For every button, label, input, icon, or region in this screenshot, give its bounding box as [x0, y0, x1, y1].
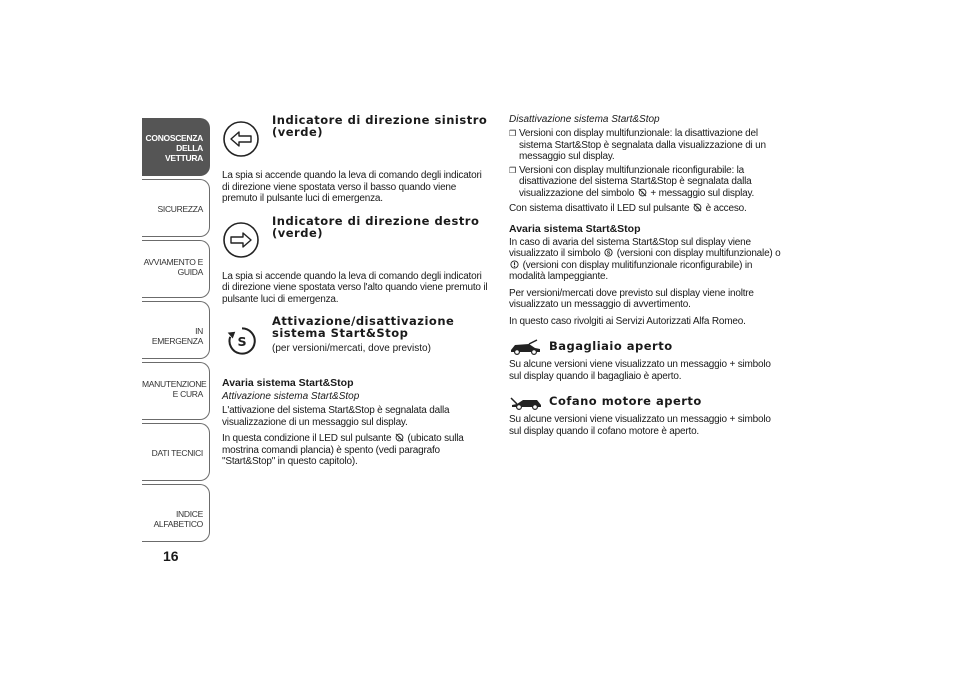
body-text: L'attivazione del sistema Start&Stop è segnalata dalla visualizzazione di un messaggio sul display.	[222, 405, 450, 428]
right-column	[509, 114, 781, 442]
section-hood-open	[509, 394, 781, 410]
left-arrow-icon	[222, 120, 260, 158]
text-fragment: (versioni con display multifunzionale) o	[616, 248, 781, 259]
svg-text:A: A	[397, 435, 401, 441]
tab-indice-alfabetico[interactable]: INDICE ALFABETICO	[142, 484, 210, 542]
list-item: ❒ Versioni con display multifunzionale: la disattivazione del sistema Start&Stop è segnalata dalla visualizzazione di un messaggio sul display.	[509, 128, 781, 163]
start-stop-off-icon	[693, 203, 702, 212]
tab-dati-tecnici[interactable]: DATI TECNICI	[142, 423, 210, 481]
body-text: La spia si accende quando la leva di comando degli indicatori di direzione viene spostata verso l'alto quando viene premuto il pulsante luci di emergenza.	[222, 270, 488, 305]
section-left-indicator	[222, 114, 488, 170]
section-title: Cofano motore aperto	[549, 394, 702, 408]
text-fragment: In caso di avaria del sistema Start&Stop sul display viene visualizzato il simbolo	[509, 236, 751, 259]
start-stop-off-icon	[395, 433, 404, 442]
subheading: Avaria sistema Start&Stop	[222, 377, 354, 389]
body-text	[222, 433, 488, 468]
list-item	[509, 165, 781, 200]
body-text: Su alcune versioni viene visualizzato un messaggio + simbolo sul display quando il bagagliaio è aperto.	[509, 359, 771, 382]
italic-heading: Disattivazione sistema Start&Stop	[509, 114, 660, 125]
right-arrow-icon	[222, 221, 260, 259]
section-title: Indicatore di direzione sinistro (verde)	[272, 113, 488, 139]
tab-avviamento-e-guida[interactable]: AVVIAMENTO E GUIDA	[142, 240, 210, 298]
svg-text:A: A	[640, 189, 644, 195]
section-title: Attivazione/disattivazione sistema Start&Stop	[272, 314, 455, 340]
svg-text:A: A	[695, 205, 700, 211]
tab-sicurezza[interactable]: SICUREZZA	[142, 179, 210, 237]
text-fragment: (versioni con display mulitifunzionale riconfigurabile) in modalità lampeggiante.	[509, 259, 753, 282]
warning-circle-icon	[510, 260, 519, 269]
section-right-indicator	[222, 215, 488, 271]
text-fragment: + messaggio sul display.	[650, 187, 755, 199]
text-fragment: Versioni con display multifunzionale riconfigurabile: la disattivazione del sistema Start&Stop è segnalata dalla visualizzazione del simbolo	[519, 164, 752, 199]
section-title: Indicatore di direzione destro (verde)	[272, 213, 480, 240]
start-stop-off-icon	[638, 188, 647, 197]
page-number: 16	[163, 548, 179, 564]
body-text: In questo caso rivolgiti ai Servizi Autorizzati Alfa Romeo.	[509, 315, 746, 327]
body-text	[509, 237, 781, 283]
svg-text:S: S	[237, 334, 247, 350]
body-text	[509, 203, 781, 215]
section-subtitle: (per versioni/mercati, dove previsto)	[272, 343, 431, 354]
section-boot-open	[509, 339, 781, 355]
body-text: La spia si accende quando la leva di comando degli indicatori di direzione viene spostata verso il basso quando viene premuto il pulsante luci di emergenza.	[222, 170, 482, 204]
start-stop-icon	[226, 325, 258, 357]
start-stop-fault-icon	[604, 248, 613, 257]
section-start-stop	[222, 315, 488, 371]
text-fragment: In questa condizione il LED sul pulsante	[222, 433, 392, 444]
subheading: Avaria sistema Start&Stop	[509, 222, 641, 235]
car-trunk-open-icon	[509, 339, 543, 355]
car-hood-open-icon	[509, 394, 543, 410]
section-title: Bagagliaio aperto	[549, 339, 673, 353]
svg-text:S: S	[606, 250, 611, 257]
bullet-list	[509, 128, 781, 199]
body-text: Su alcune versioni viene visualizzato un messaggio + simbolo sul display quando il cofano motore è aperto.	[509, 414, 771, 437]
tab-in-emergenza[interactable]: IN EMERGENZA	[142, 301, 210, 359]
body-text: Per versioni/mercati dove previsto sul display viene inoltre visualizzato un messaggio di avvertimento.	[509, 287, 754, 310]
tab-conoscenza-della-vettura[interactable]: CONOSCENZA DELLA VETTURA	[142, 118, 210, 176]
text-fragment: è acceso.	[705, 203, 747, 214]
text-fragment: (ubicato sulla mostrina comandi plancia) è spento (vedi paragrafo "Start&Stop" in questo capitolo).	[222, 433, 464, 467]
left-column	[222, 114, 488, 473]
italic-heading: Attivazione sistema Start&Stop	[222, 391, 360, 402]
text-fragment: Con sistema disattivato il LED sul pulsante	[509, 203, 690, 214]
tab-manutenzione-e-cura[interactable]: MANUTENZIONE E CURA	[142, 362, 210, 420]
